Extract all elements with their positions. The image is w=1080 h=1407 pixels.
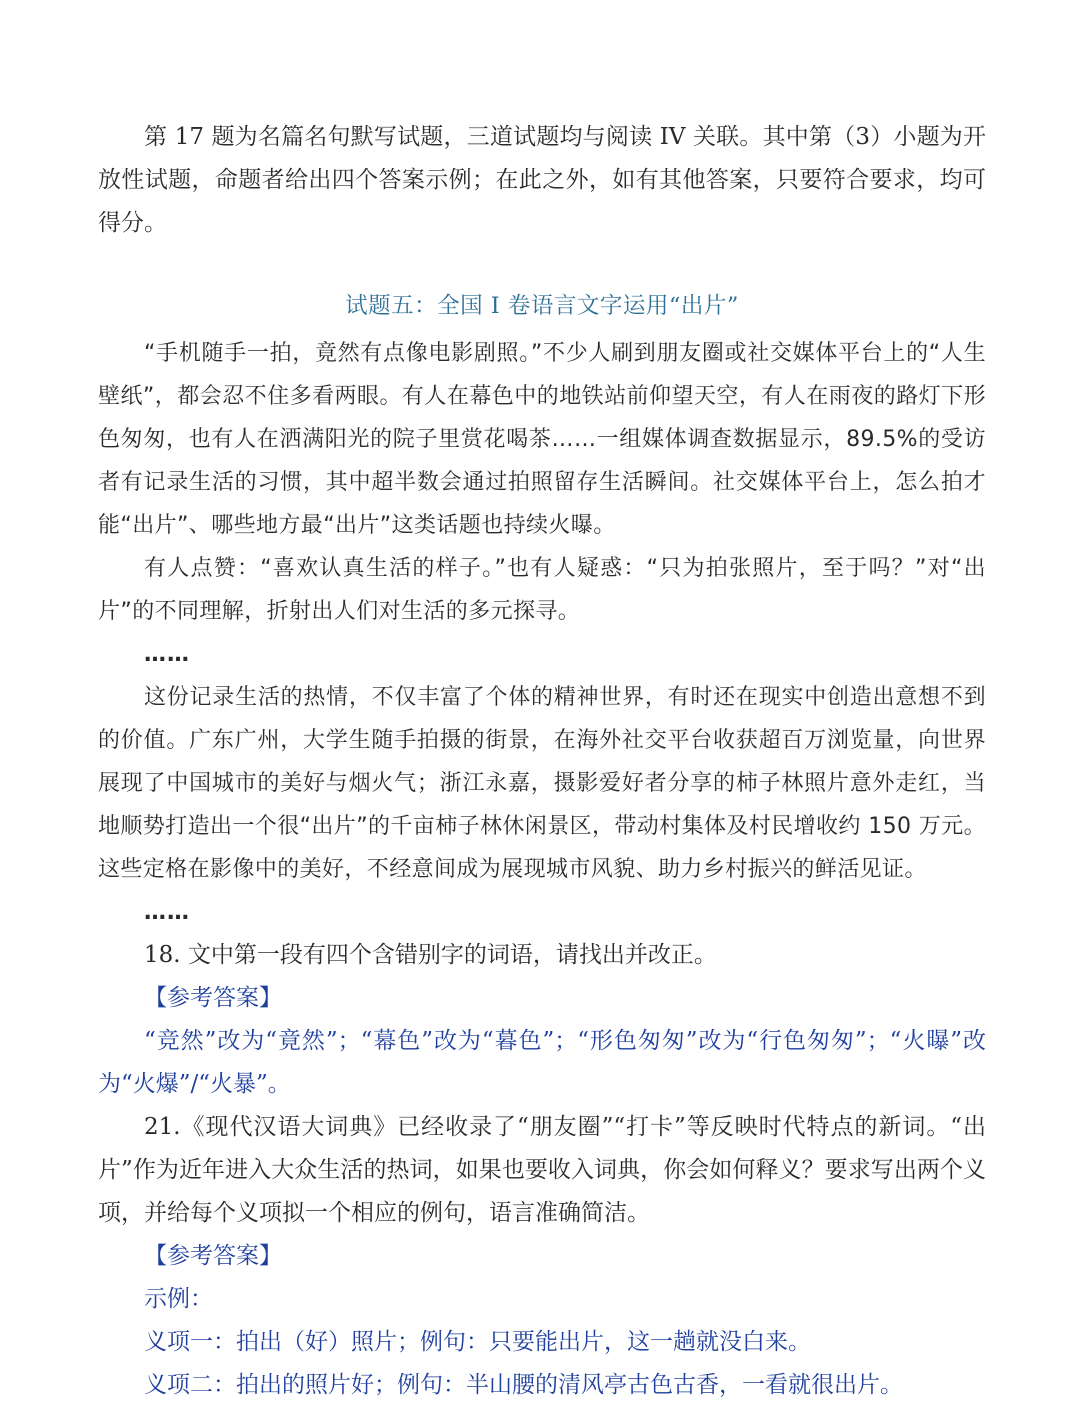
- question-21-example-label: 示例：: [144, 1286, 213, 1312]
- passage-paragraph-1: “手机随手一拍，竟然有点像电影剧照。”不少人刷到朋友圈或社交媒体平台上的“人生壁纸”，都会忍不住多看两眼。有人在幕色中的地铁站前仰望天空，有人在雨夜的路灯下形色匆匆，也有人在洒满阳光的院子里赏花喝茶……一组媒体调查数据显示，89.5%的受访者有记录生活的习惯，其中超半数会通过拍照留存生活瞬间。社交媒体平台上，怎么拍才能“出片”、哪些地方最“出片”这类话题也持续火曝。: [98, 341, 986, 538]
- passage-ellipsis-2: ……: [144, 900, 190, 925]
- reading-passage: [98, 332, 986, 934]
- question-21-sense-2: 义项二：拍出的照片好；例句：半山腰的清风亭古色古香，一看就很出片。: [144, 1372, 903, 1398]
- passage-paragraph-2: 有人点赞：“喜欢认真生活的样子。”也有人疑惑：“只为拍张照片，至于吗？”对“出片”的不同理解，折射出人们对生活的多元探寻。: [98, 556, 986, 624]
- question-21-text: 21.《现代汉语大词典》已经收录了“朋友圈”“打卡”等反映时代特点的新词。“出片”作为近年进入大众生活的热词，如果也要收入词典，你会如何释义？要求写出两个义项，并给每个义项拟一个相应的例句，语言准确简洁。: [98, 1114, 986, 1226]
- passage-paragraph-3: 这份记录生活的热情，不仅丰富了个体的精神世界，有时还在现实中创造出意想不到的价值。广东广州，大学生随手拍摄的街景，在海外社交平台收获超百万浏览量，向世界展现了中国城市的美好与烟火气；浙江永嘉，摄影爱好者分享的柿子林照片意外走红，当地顺势打造出一个很“出片”的千亩柿子林休闲景区，带动村集体及村民增收约 150 万元。这些定格在影像中的美好，不经意间成为展现城市风貌、助力乡村振兴的鲜活见证。: [98, 685, 986, 882]
- question-18-answer: “竞然”改为“竟然”；“幕色”改为“暮色”；“形色匆匆”改为“行色匆匆”；“火曝”改为“火爆”/“火暴”。: [98, 1028, 986, 1097]
- question-18-answer-label: 【参考答案】: [144, 985, 282, 1011]
- section-title: 试题五：全国 I 卷语言文字运用“出片”: [345, 293, 739, 319]
- document-page: [98, 116, 986, 1407]
- question-18-text: 18. 文中第一段有四个含错别字的词语，请找出并改正。: [144, 942, 717, 968]
- question-21: [98, 1106, 986, 1407]
- question-21-answer-label: 【参考答案】: [144, 1243, 282, 1269]
- question-18: [98, 934, 986, 1106]
- question-21-sense-1: 义项一：拍出（好）照片；例句：只要能出片，这一趟就没白来。: [144, 1329, 811, 1355]
- passage-ellipsis-1: ……: [144, 642, 190, 667]
- intro-paragraph: 第 17 题为名篇名句默写试题，三道试题均与阅读 IV 关联。其中第（3）小题为开放性试题，命题者给出四个答案示例；在此之外，如有其他答案，只要符合要求，均可得分。: [98, 124, 986, 236]
